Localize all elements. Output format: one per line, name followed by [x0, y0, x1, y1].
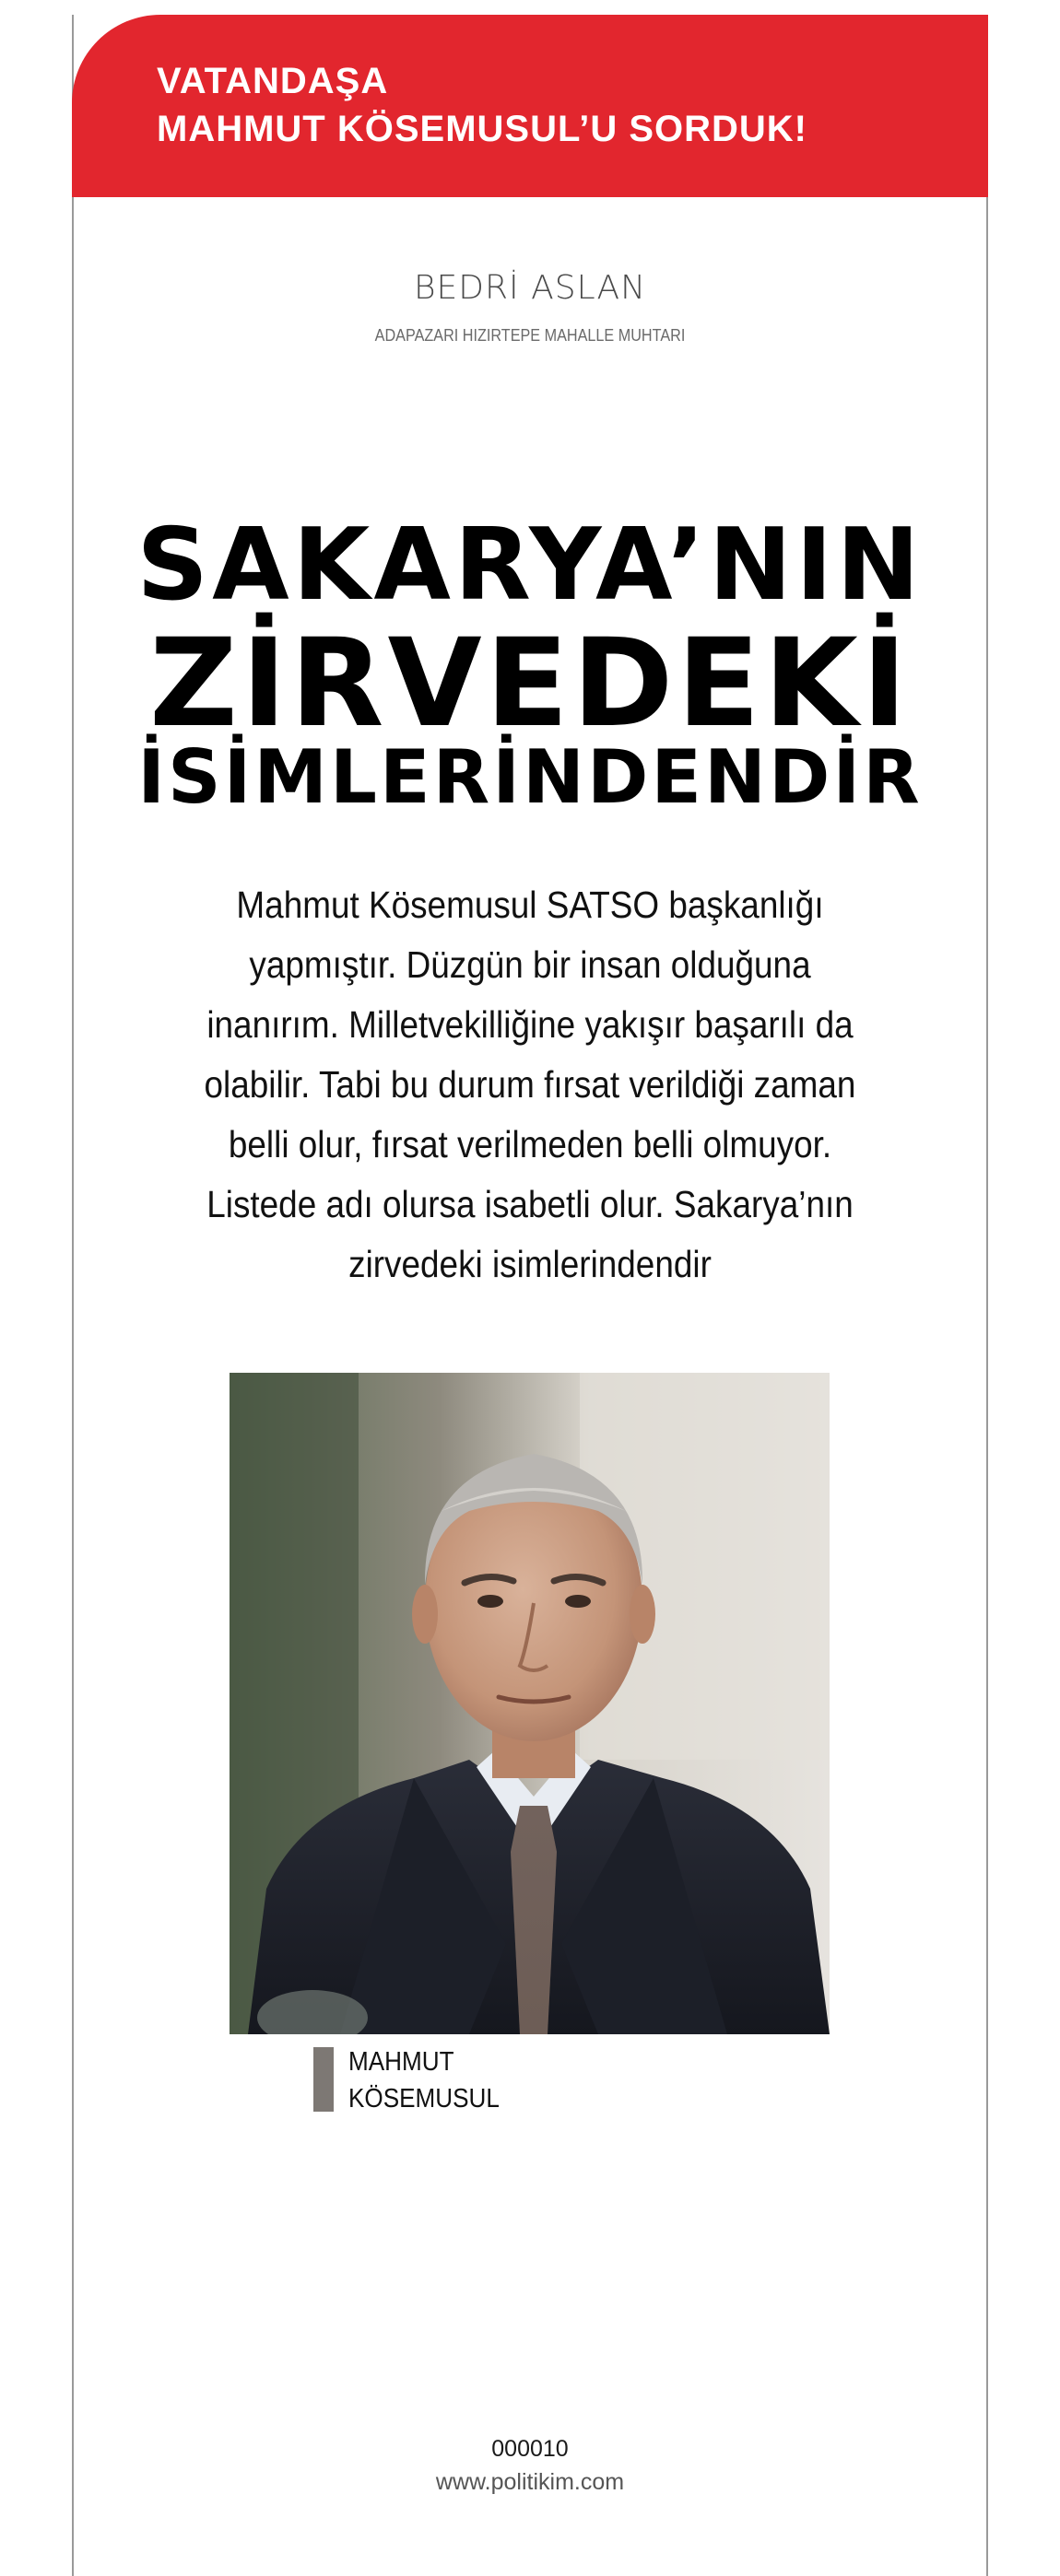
quote-line: inanırım. Milletvekilliğine yakışır başarılı da: [206, 1003, 854, 1046]
page-number: 000010: [491, 2436, 569, 2462]
caption-line-1: MAHMUT: [348, 2047, 454, 2077]
quote-line: Listede adı olursa isabetli olur. Sakarya’nın: [206, 1183, 854, 1225]
banner-title-line-2: MAHMUT KÖSEMUSUL’U SORDUK!: [157, 109, 807, 149]
photo-caption: [348, 2043, 500, 2117]
header-banner: [72, 15, 988, 197]
headline-line-2: ZİRVEDEKİ: [149, 613, 911, 755]
caption-line-2: KÖSEMUSUL: [348, 2084, 500, 2113]
byline-role: ADAPAZARI HIZIRTEPE MAHALLE MUHTARI: [374, 326, 686, 345]
portrait-photo: [230, 1373, 830, 2034]
portrait-illustration: [230, 1373, 830, 2034]
quote-line: belli olur, fırsat verilmeden belli olmuyor.: [228, 1123, 832, 1165]
headline-line-3: İSİMLERİNDENDİR: [137, 734, 923, 820]
quote-line: zirvedeki isimlerindendir: [348, 1243, 712, 1285]
caption-accent-bar: [313, 2047, 334, 2112]
page-frame: [72, 15, 988, 2576]
footer-url: www.politikim.com: [435, 2469, 625, 2495]
quote-line: yapmıştır. Düzgün bir insan olduğuna: [249, 943, 811, 986]
quote-body: [198, 875, 862, 1294]
banner-title-line-1: VATANDAŞA: [157, 61, 389, 101]
headline-line-1: SAKARYA’NIN: [136, 508, 924, 623]
quote-line: Mahmut Kösemusul SATSO başkanlığı: [236, 884, 824, 926]
byline-name: BEDRİ ASLAN: [413, 269, 647, 307]
quote-line: olabilir. Tabi bu durum fırsat verildiği zaman: [204, 1063, 856, 1106]
